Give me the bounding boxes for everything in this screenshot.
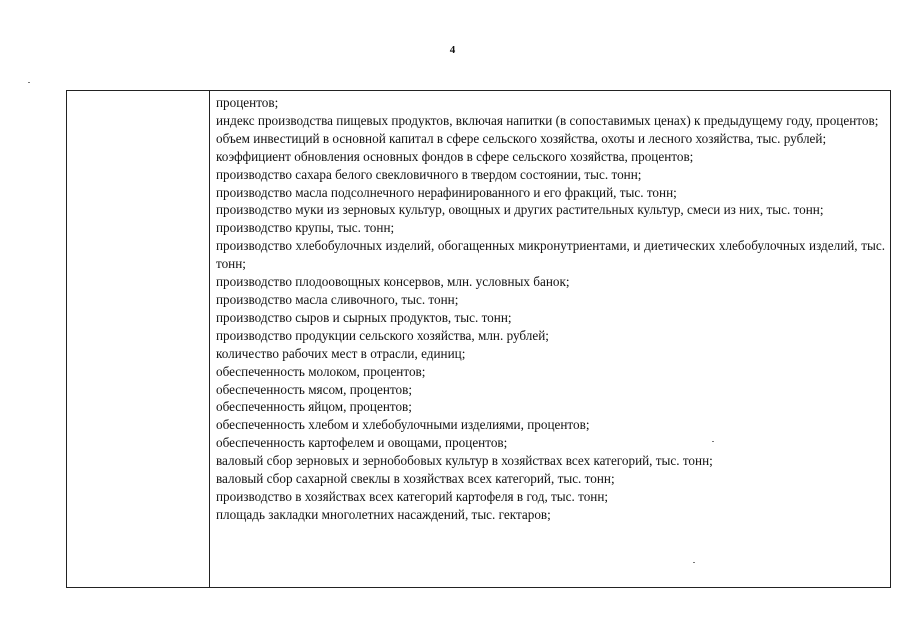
list-item: процентов; bbox=[216, 95, 279, 110]
indicators-table bbox=[66, 90, 891, 588]
list-item: производство масла подсолнечного нерафинированного и его фракций, тыс. тонн; bbox=[216, 184, 677, 200]
page-number: 4 bbox=[449, 44, 456, 56]
list-item: производство муки из зерновых культур, овощных и других растительных культур, смеси из них, тыс. тонн; bbox=[216, 202, 824, 218]
list-item: обеспеченность мясом, процентов; bbox=[216, 381, 413, 397]
indicators-list bbox=[211, 91, 890, 524]
list-item: количество рабочих мест в отрасли, единиц; bbox=[216, 345, 466, 361]
list-item: объем инвестиций в основной капитал в сфере сельского хозяйства, охоты и лесного хозяйства, тыс. рублей; bbox=[216, 130, 827, 146]
list-item: коэффициент обновления основных фондов в сфере сельского хозяйства, процентов; bbox=[216, 148, 694, 164]
list-item: обеспеченность хлебом и хлебобулочными изделиями, процентов; bbox=[216, 417, 590, 433]
list-item: валовый сбор зерновых и зернобобовых культур в хозяйствах всех категорий, тыс. тонн; bbox=[216, 453, 713, 469]
list-item: площадь закладки многолетних насаждений, тыс. гектаров; bbox=[216, 506, 551, 522]
scan-speck bbox=[28, 82, 30, 83]
list-item: производство сыров и сырных продуктов, тыс. тонн; bbox=[216, 309, 512, 325]
list-item: валовый сбор сахарной свеклы в хозяйствах всех категорий, тыс. тонн; bbox=[216, 471, 615, 487]
list-item: производство крупы, тыс. тонн; bbox=[216, 220, 395, 236]
list-item: производство в хозяйствах всех категорий картофеля в год, тыс. тонн; bbox=[216, 488, 609, 504]
list-item: производство хлебобулочных изделий, обогащенных микронутриентами, и диетических хлебобулочных изделий, тыс. тонн; bbox=[216, 238, 885, 272]
list-item: производство продукции сельского хозяйства, млн. рублей; bbox=[216, 327, 549, 343]
scan-speck bbox=[712, 441, 714, 442]
list-item: обеспеченность молоком, процентов; bbox=[216, 363, 426, 379]
list-item: производство масла сливочного, тыс. тонн; bbox=[216, 291, 459, 307]
list-item: индекс производства пищевых продуктов, включая напитки (в сопоставимых ценах) к предыдущему году, процентов; bbox=[216, 112, 879, 128]
list-item: производство сахара белого свекловичного в твердом состоянии, тыс. тонн; bbox=[216, 166, 642, 182]
list-item: обеспеченность картофелем и овощами, процентов; bbox=[216, 435, 508, 451]
scan-speck bbox=[693, 562, 695, 563]
list-item: производство плодоовощных консервов, млн. условных банок; bbox=[216, 274, 570, 290]
table-left-cell bbox=[67, 91, 210, 587]
list-item: обеспеченность яйцом, процентов; bbox=[216, 399, 412, 415]
